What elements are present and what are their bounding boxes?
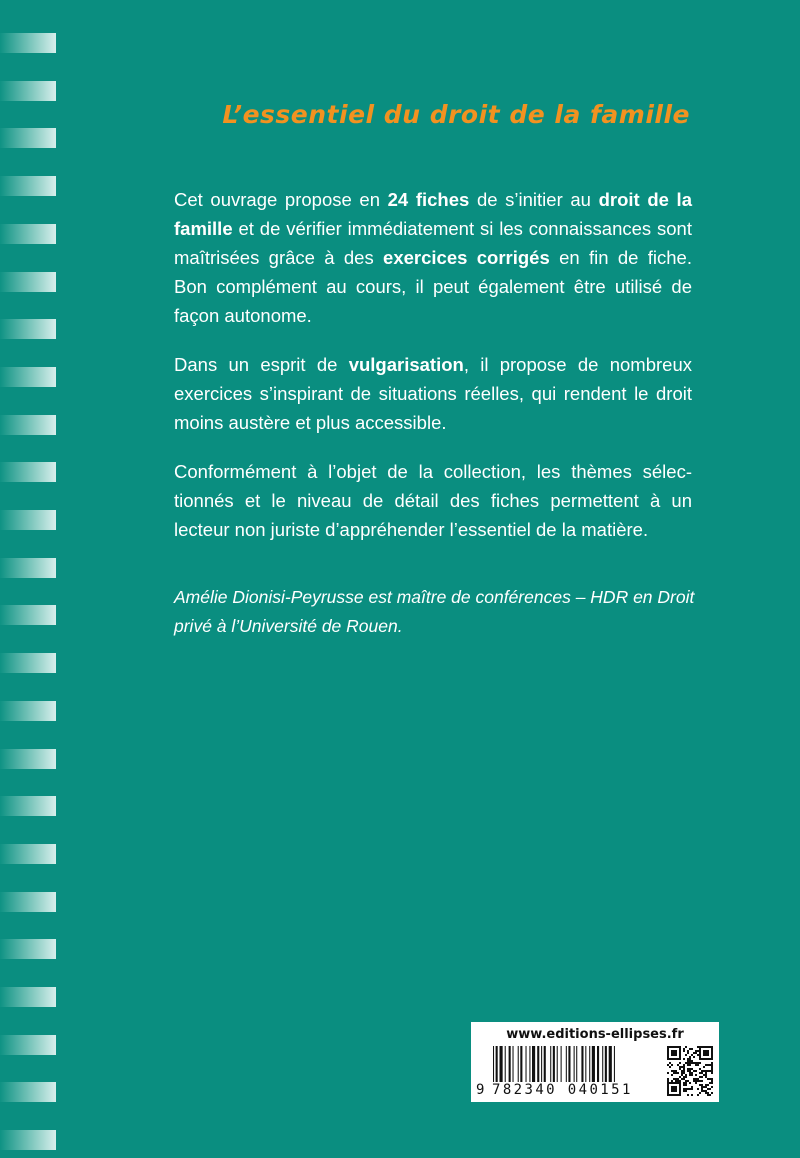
- stripe: [0, 701, 56, 721]
- description-paragraph-1: [174, 185, 692, 330]
- publisher-url: www.editions-ellipses.fr: [506, 1027, 684, 1042]
- stripe: [0, 1130, 56, 1150]
- emphasis-text: vulgarisation: [348, 354, 464, 375]
- body-text: Dans un esprit de: [174, 354, 349, 375]
- isbn-first-digit: 9: [476, 1082, 485, 1098]
- stripe: [0, 1035, 56, 1055]
- description-paragraph-3: [174, 457, 692, 544]
- stripe: [0, 892, 56, 912]
- emphasis-text: exercices corrigés: [383, 247, 550, 268]
- qr-code-icon: [667, 1046, 713, 1096]
- stripe: [0, 987, 56, 1007]
- stripe: [0, 462, 56, 482]
- body-text: Cet ouvrage propose en: [174, 189, 388, 210]
- body-text: en fin de fiche. Bon complément au cours, il peut également être utilisé de façon autonome.: [174, 247, 692, 326]
- barcode-box: [471, 1022, 719, 1102]
- stripe: [0, 844, 56, 864]
- stripe: [0, 749, 56, 769]
- body-text: et de vérifier immédiatement si les connaissances sont maîtrisées grâce à des: [174, 218, 692, 268]
- stripe: [0, 796, 56, 816]
- author-bio: Amélie Dionisi-Peyrusse est maître de conférences – HDR en Droit privé à l’Université de Rouen.: [174, 587, 695, 636]
- body-text: Conformément à l’objet de la collection, les thèmes sélectionnés et le niveau de détail des fiches permettent à un lecteur non juriste d’appréhender l’essentiel de la matière.: [174, 461, 692, 540]
- stripe: [0, 1082, 56, 1102]
- stripe: [0, 176, 56, 196]
- book-title: L’essentiel du droit de la famille: [222, 100, 690, 129]
- decorative-stripes: [0, 0, 58, 1158]
- stripe: [0, 319, 56, 339]
- stripe: [0, 653, 56, 673]
- emphasis-text: 24 fiches: [387, 189, 470, 210]
- description-paragraph-2: [174, 350, 692, 437]
- stripe: [0, 81, 56, 101]
- stripe: [0, 367, 56, 387]
- stripe: [0, 224, 56, 244]
- stripe: [0, 558, 56, 578]
- description: [174, 185, 692, 564]
- stripe: [0, 510, 56, 530]
- stripe: [0, 33, 56, 53]
- stripe: [0, 415, 56, 435]
- stripe: [0, 605, 56, 625]
- body-text: de s’initier au: [469, 189, 599, 210]
- stripe: [0, 939, 56, 959]
- stripe: [0, 128, 56, 148]
- stripe: [0, 272, 56, 292]
- isbn-number: 782340 040151: [492, 1082, 633, 1098]
- emphasis-text: droit de la famille: [174, 189, 692, 239]
- body-text: , il propose de nombreux exercices s’inspirant de situations réelles, qui rendent le droit moins austère et plus accessible.: [174, 354, 692, 433]
